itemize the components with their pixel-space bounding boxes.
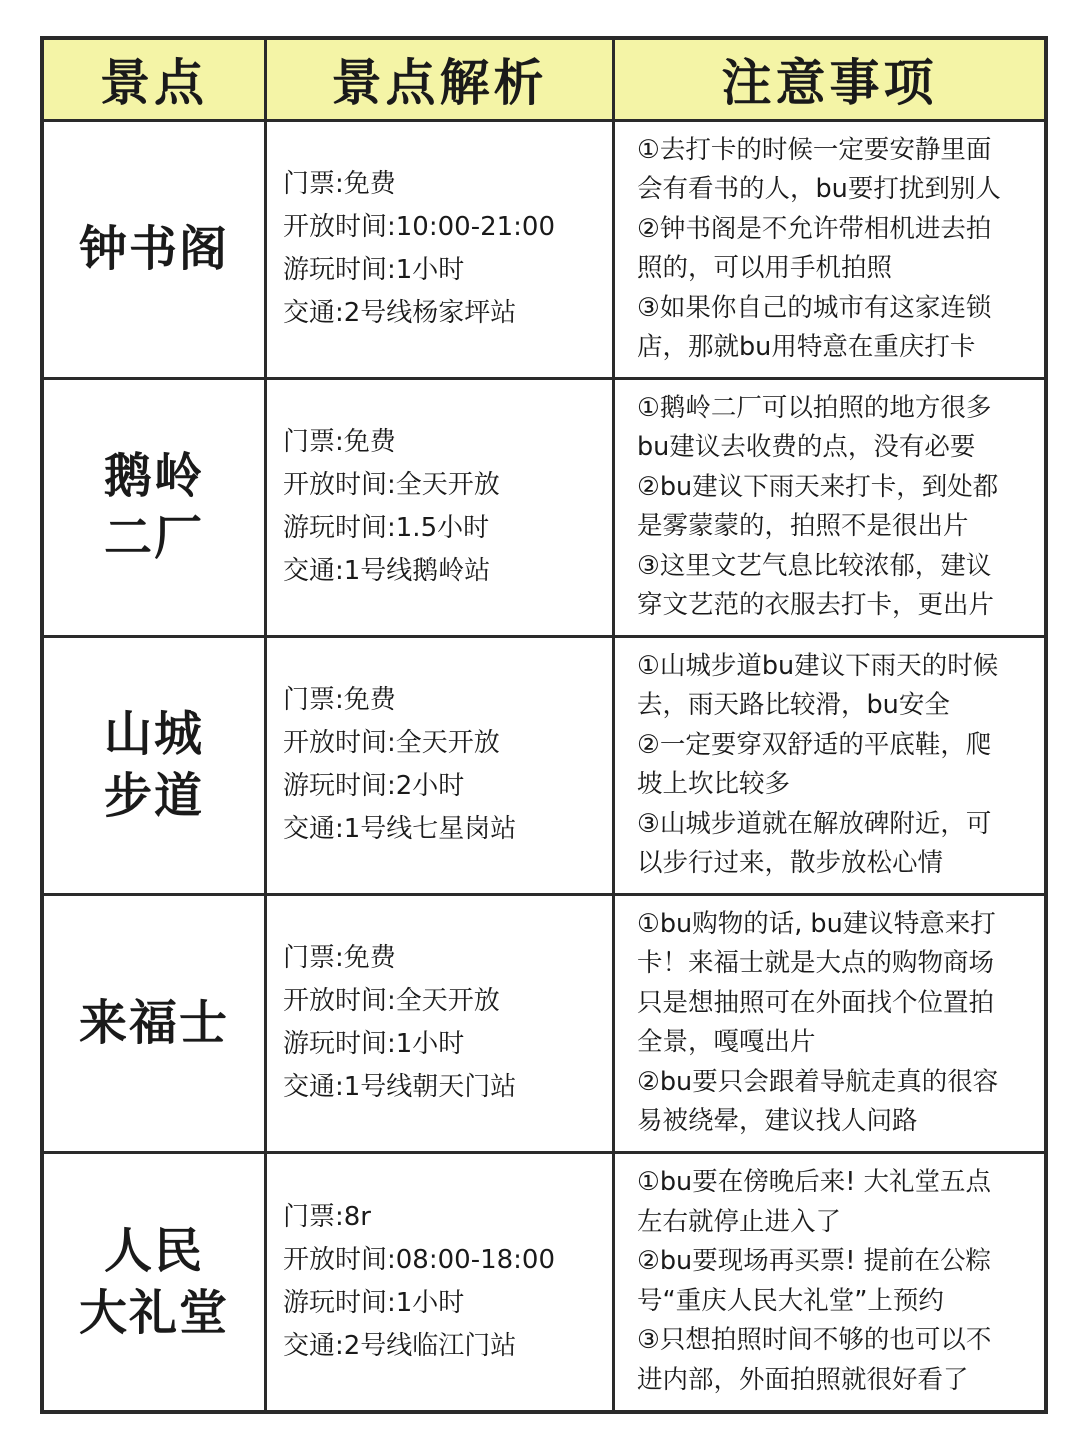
opening-hours: 开放时间:全天开放 <box>283 470 500 500</box>
attraction-info <box>266 636 614 894</box>
note-line: 照的，可以用手机拍照 <box>637 253 893 283</box>
attraction-name-line: 山城 <box>103 706 204 762</box>
note-line: 店，那就bu用特意在重庆打卡 <box>637 332 976 362</box>
note-line: bu建议去收费的点，没有必要 <box>637 432 976 462</box>
note-line: ②钟书阁是不允许带相机进去拍 <box>637 213 992 244</box>
note-line: 卡！来福士就是大点的购物商场 <box>637 948 995 978</box>
note-line: ③这里文艺气息比较浓郁，建议 <box>637 550 992 581</box>
table-row <box>44 1152 1044 1410</box>
attraction-info <box>266 894 614 1152</box>
attraction-info <box>266 1152 614 1410</box>
attractions-grid <box>44 40 1044 1410</box>
attraction-name-line: 步道 <box>103 768 204 824</box>
note-line: ①bu购物的话, bu建议特意来打 <box>637 908 996 939</box>
opening-hours: 开放时间:全天开放 <box>283 986 500 1016</box>
attraction-notes <box>614 636 1045 894</box>
attraction-name-line: 来福士 <box>78 995 229 1051</box>
ticket-info: 门票:8r <box>283 1201 371 1232</box>
note-line: ③如果你自己的城市有这家连锁 <box>637 292 992 323</box>
note-line: 以步行过来，散步放松心情 <box>637 848 944 878</box>
attraction-name <box>44 378 266 636</box>
opening-hours: 开放时间:10:00-21:00 <box>283 212 555 242</box>
note-line: ②bu要只会跟着导航走真的很容 <box>637 1066 999 1097</box>
note-line: ③山城步道就在解放碑附近，可 <box>637 808 992 839</box>
note-line: 会有看书的人，bu要打扰到别人 <box>637 174 1001 204</box>
transport-info: 交通:1号线鹅岭站 <box>283 556 491 586</box>
attraction-info <box>266 120 614 378</box>
table-row <box>44 120 1044 378</box>
transport-info: 交通:2号线临江门站 <box>283 1330 517 1361</box>
visit-duration: 游玩时间:1小时 <box>283 255 465 285</box>
attraction-notes <box>614 1152 1045 1410</box>
transport-info: 交通:1号线朝天门站 <box>283 1072 517 1102</box>
attraction-name <box>44 636 266 894</box>
ticket-info: 门票:免费 <box>283 685 396 715</box>
transport-info: 交通:1号线七星岗站 <box>283 814 517 844</box>
note-line: ①山城步道bu建议下雨天的时候 <box>637 650 999 681</box>
header-notes: 注意事项 <box>614 40 1045 120</box>
attraction-notes <box>614 894 1045 1152</box>
attraction-info <box>266 378 614 636</box>
attraction-name-line: 钟书阁 <box>78 221 229 277</box>
note-line: ①去打卡的时候一定要安静里面 <box>637 134 992 165</box>
table-row <box>44 378 1044 636</box>
note-line: 全景，嘎嘎出片 <box>637 1027 816 1057</box>
attractions-table <box>40 36 1048 1414</box>
note-line: 穿文艺范的衣服去打卡，更出片 <box>637 590 995 620</box>
header-analysis: 景点解析 <box>266 40 614 120</box>
ticket-info: 门票:免费 <box>283 169 396 199</box>
note-line: 易被绕晕，建议找人问路 <box>637 1106 918 1136</box>
note-line: 去，雨天路比较滑，bu安全 <box>637 690 950 720</box>
opening-hours: 开放时间:全天开放 <box>283 728 500 758</box>
attraction-name-line: 人民 <box>103 1222 204 1279</box>
header-attraction: 景点 <box>44 40 266 120</box>
note-line: ②bu要现场再买票! 提前在公粽 <box>637 1246 992 1277</box>
attraction-name-line: 二厂 <box>103 510 204 566</box>
table-row <box>44 894 1044 1152</box>
note-line: 左右就停止进入了 <box>637 1206 842 1237</box>
note-line: ②一定要穿双舒适的平底鞋，爬 <box>637 729 992 760</box>
table-row <box>44 636 1044 894</box>
attraction-name <box>44 894 266 1152</box>
visit-duration: 游玩时间:1小时 <box>283 1029 465 1059</box>
attraction-name-line: 大礼堂 <box>78 1284 229 1341</box>
opening-hours: 开放时间:08:00-18:00 <box>283 1244 555 1275</box>
note-line: ①bu要在傍晚后来! 大礼堂五点 <box>637 1167 992 1198</box>
note-line: 是雾蒙蒙的，拍照不是很出片 <box>637 511 969 541</box>
visit-duration: 游玩时间:2小时 <box>283 771 465 801</box>
note-line: ①鹅岭二厂可以拍照的地方很多 <box>637 392 992 423</box>
visit-duration: 游玩时间:1小时 <box>283 1287 465 1318</box>
note-line: 进内部，外面拍照就很好看了 <box>637 1364 969 1395</box>
note-line: ②bu建议下雨天来打卡，到处都 <box>637 471 999 502</box>
ticket-info: 门票:免费 <box>283 943 396 973</box>
attraction-name <box>44 1152 266 1410</box>
header-row <box>44 40 1044 120</box>
note-line: ③只想拍照时间不够的也可以不 <box>637 1325 992 1356</box>
attraction-name <box>44 120 266 378</box>
note-line: 只是想抽照可在外面找个位置拍 <box>637 987 995 1018</box>
ticket-info: 门票:免费 <box>283 427 396 457</box>
visit-duration: 游玩时间:1.5小时 <box>283 513 490 543</box>
note-line: 坡上坎比较多 <box>637 769 791 799</box>
transport-info: 交通:2号线杨家坪站 <box>283 298 517 328</box>
attraction-name-line: 鹅岭 <box>103 448 204 504</box>
attraction-notes <box>614 120 1045 378</box>
attraction-notes <box>614 378 1045 636</box>
note-line: 号“重庆人民大礼堂”上预约 <box>637 1285 944 1316</box>
